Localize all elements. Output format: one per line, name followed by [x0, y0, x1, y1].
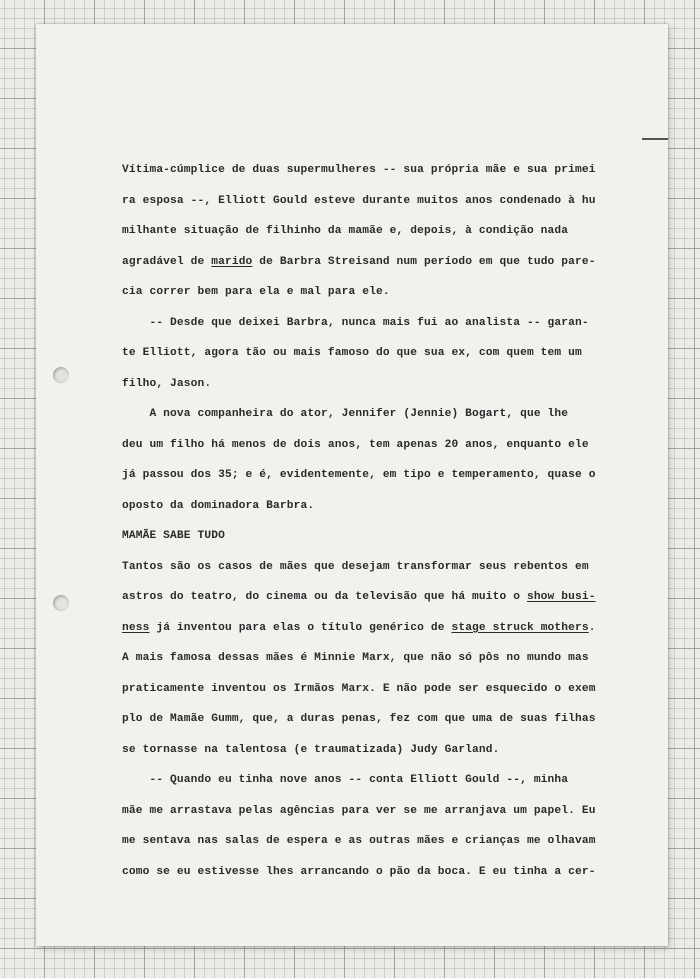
text-line: A nova companheira do ator, Jennifer (Jennie) Bogart, que lhe — [122, 408, 569, 420]
typewritten-text — [122, 160, 642, 892]
text-line: deu um filho há menos de dois anos, tem apenas 20 anos, enquanto ele — [122, 438, 589, 451]
text-line: Vítima-cúmplice de duas supermulheres -- sua própria mãe e sua primei — [122, 164, 596, 176]
section-heading: MAMÃE SABE TUDO — [122, 530, 225, 542]
text-line: mãe me arrastava pelas agências para ver se me arranjava um papel. Eu — [122, 804, 596, 817]
text-line: como se eu estivesse lhes arrancando o pão da boca. E eu tinha a cer- — [122, 865, 596, 878]
text-line: plo de Mamãe Gumm, que, a duras penas, fez com que uma de suas filhas — [122, 713, 596, 725]
text-line: praticamente inventou os Irmãos Marx. E não pode ser esquecido o exem — [122, 682, 596, 695]
text-line: se tornasse na talentosa (e traumatizada) Judy Garland. — [122, 743, 500, 756]
text-line: ra esposa --, Elliott Gould esteve durante muitos anos condenado à hu — [122, 194, 596, 207]
typewritten-sheet — [36, 24, 668, 946]
text-line: filho, Jason. — [122, 377, 212, 390]
punch-hole-top — [53, 367, 69, 383]
text-line: -- Desde que deixei Barbra, nunca mais fui ao analista -- garan- — [122, 316, 589, 329]
text-line: te Elliott, agora tão ou mais famoso do que sua ex, com quem tem um — [122, 347, 582, 359]
text-line: A mais famosa dessas mães é Minnie Marx, que não só pôs no mundo mas — [122, 652, 589, 664]
text-line: milhante situação de filhinho da mamãe e, depois, à condição nada — [122, 225, 569, 237]
text-line: astros do teatro, do cinema ou da televisão que há muito o show busi- — [122, 591, 596, 603]
text-line: agradável de marido de Barbra Streisand num período em que tudo pare- — [122, 255, 596, 268]
text-line: cia correr bem para ela e mal para ele. — [122, 286, 390, 298]
text-line: ness já inventou para elas o título genérico de stage struck mothers. — [122, 621, 596, 634]
text-line: oposto da dominadora Barbra. — [122, 499, 315, 512]
text-line: Tantos são os casos de mães que desejam transformar seus rebentos em — [122, 560, 589, 573]
margin-tick-mark — [642, 138, 668, 140]
text-line: me sentava nas salas de espera e as outras mães e crianças me olhavam — [122, 835, 596, 847]
text-line: já passou dos 35; e é, evidentemente, em tipo e temperamento, quase o — [122, 469, 596, 481]
punch-hole-bottom — [53, 595, 69, 611]
text-line: -- Quando eu tinha nove anos -- conta Elliott Gould --, minha — [122, 774, 569, 786]
